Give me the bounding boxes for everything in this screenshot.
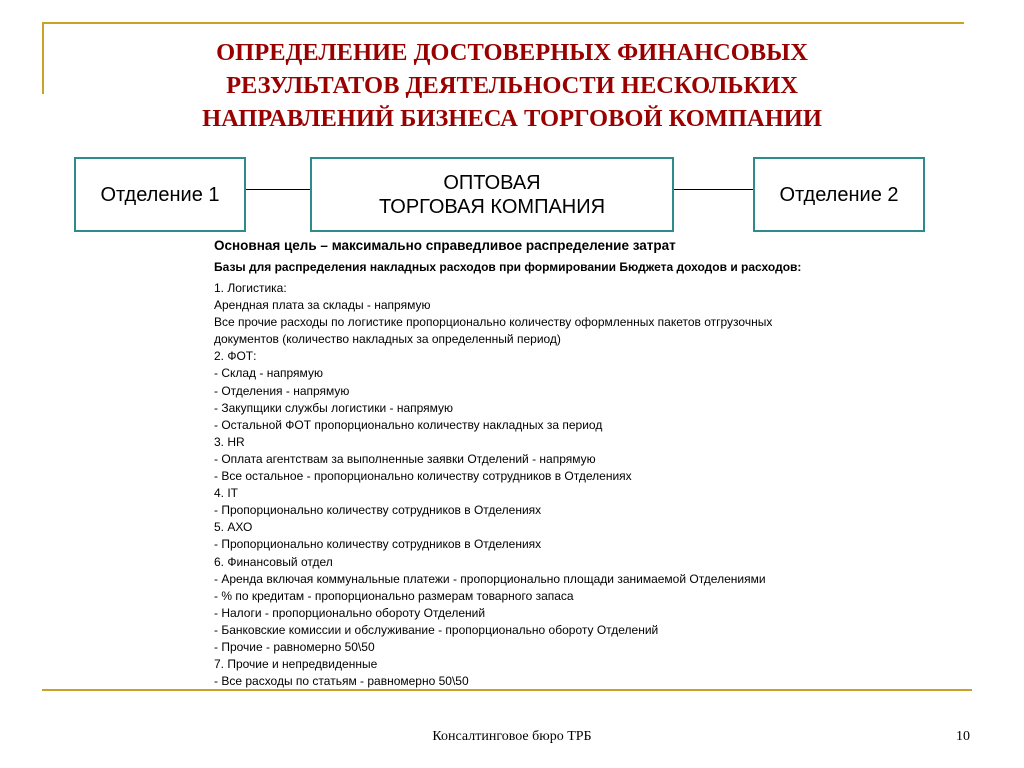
list-line: 7. Прочие и непредвиденные — [214, 657, 378, 672]
title-line-2: РЕЗУЛЬТАТОВ ДЕЯТЕЛЬНОСТИ НЕСКОЛЬКИХ — [226, 72, 798, 99]
list-line: документов (количество накладных за определенный период) — [214, 332, 561, 347]
allocation-bases-heading: Базы для распределения накладных расходов при формировании Бюджета доходов и расходов: — [214, 260, 802, 274]
main-goal: Основная цель – максимально справедливое распределение затрат — [214, 238, 676, 253]
slide-title — [60, 36, 964, 135]
title-line-3: НАПРАВЛЕНИЙ БИЗНЕСА ТОРГОВОЙ КОМПАНИИ — [202, 105, 822, 132]
list-line: - Банковские комиссии и обслуживание - пропорционально обороту Отделений — [214, 622, 659, 637]
list-line: 6. Финансовый отдел — [214, 554, 333, 569]
list-line: 3. HR — [214, 434, 245, 449]
list-line: - Пропорционально количеству сотрудников в Отделениях — [214, 503, 542, 518]
list-line: Арендная плата за склады - напрямую — [214, 298, 431, 313]
list-line: - Все расходы по статьям - равномерно 50\50 — [214, 674, 469, 689]
list-line: - Прочие - равномерно 50\50 — [214, 639, 375, 654]
division-1-label: Отделение 1 — [100, 183, 220, 206]
list-line: 4. IT — [214, 486, 239, 501]
connector-right — [674, 189, 753, 190]
list-line: 2. ФОТ: — [214, 349, 257, 364]
title-line-1: ОПРЕДЕЛЕНИЕ ДОСТОВЕРНЫХ ФИНАНСОВЫХ — [216, 39, 808, 66]
list-line: 5. АХО — [214, 520, 253, 535]
footer-text: Консалтинговое бюро ТРБ — [432, 729, 592, 744]
company-label-line-2: ТОРГОВАЯ КОМПАНИЯ — [378, 195, 606, 218]
list-line: - Остальной ФОТ пропорционально количеству накладных за период — [214, 417, 603, 432]
list-line: - Налоги - пропорционально обороту Отделений — [214, 605, 486, 620]
left-accent-line — [42, 22, 44, 94]
list-line: Все прочие расходы по логистике пропорционально количеству оформленных пакетов отгрузочных — [214, 315, 773, 330]
wholesale-company-box — [310, 157, 674, 232]
list-line: 1. Логистика: — [214, 281, 287, 295]
list-line: - Склад - напрямую — [214, 366, 323, 381]
content-block — [214, 237, 964, 690]
list-line: - Аренда включая коммунальные платежи - пропорционально площади занимаемой Отделениями — [214, 571, 766, 586]
allocation-list — [214, 280, 964, 690]
list-line: - Оплата агентствам за выполненные заявки Отделений - напрямую — [214, 451, 596, 466]
company-label-line-1: ОПТОВАЯ — [443, 171, 541, 194]
division-2-box — [753, 157, 925, 232]
bottom-accent-line — [42, 689, 972, 691]
connector-left — [246, 189, 310, 190]
list-line: - % по кредитам - пропорционально размерам товарного запаса — [214, 588, 574, 603]
list-line: - Пропорционально количеству сотрудников в Отделениях — [214, 537, 542, 552]
division-1-box — [74, 157, 246, 232]
top-accent-line — [42, 22, 964, 24]
division-2-label: Отделение 2 — [779, 183, 899, 206]
list-line: - Отделения - напрямую — [214, 383, 350, 398]
list-line: - Все остальное - пропорционально количеству сотрудников в Отделениях — [214, 469, 632, 484]
page-number: 10 — [956, 729, 970, 744]
list-line: - Закупщики службы логистики - напрямую — [214, 400, 454, 415]
